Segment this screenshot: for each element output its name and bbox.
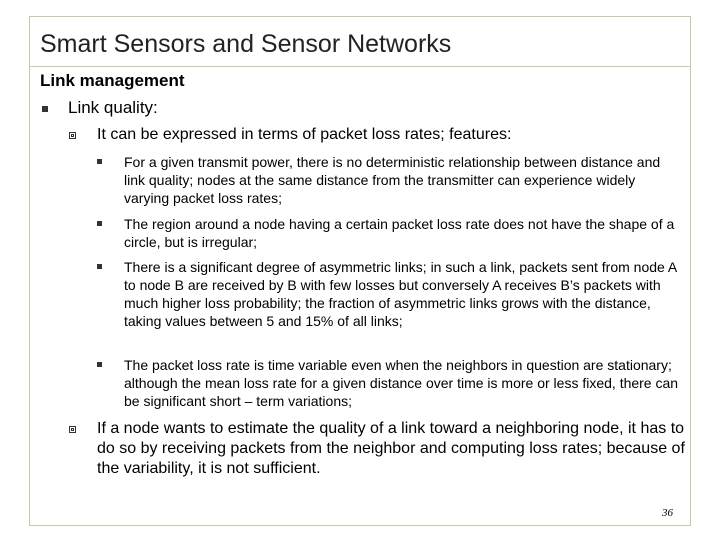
slide-title: Smart Sensors and Sensor Networks <box>40 30 452 58</box>
page-number: 36 <box>662 507 673 519</box>
square-bullet-icon <box>97 264 102 269</box>
sub-item-estimate-quality: If a node wants to estimate the quality of a link toward a neighboring node, it has to do so by receiving packets from the neighbor and computing loss rates; because of the variability, it is not sufficient. <box>97 420 685 477</box>
bullet-link-quality: Link quality: <box>68 98 158 117</box>
feature-item-3: There is a significant degree of asymmetric links; in such a link, packets sent from node A to node B are received by B with few losses but conversely A receives B’s packets with much higher loss probability; the fraction of asymmetric links grows with the distance, taking values between 5 and 15% of all links; <box>124 259 677 329</box>
title-divider <box>29 66 691 67</box>
sub-item-packet-loss: It can be expressed in terms of packet loss rates; features: <box>97 126 512 143</box>
square-bullet-icon <box>42 106 48 112</box>
feature-item-2: The region around a node having a certain packet loss rate does not have the shape of a circle, but is irregular; <box>124 216 675 250</box>
square-bullet-icon <box>97 221 102 226</box>
feature-item-4: The packet loss rate is time variable even when the neighbors in question are stationary; although the mean loss rate for a given distance over time is more or less fixed, there can be significant short – term variations; <box>124 357 679 409</box>
feature-item-1: For a given transmit power, there is no deterministic relationship between distance and link quality; nodes at the same distance from the transmitter can experience widely varying packet loss rates; <box>124 154 661 206</box>
hollow-square-bullet-icon <box>69 426 76 433</box>
square-bullet-icon <box>97 362 102 367</box>
section-heading: Link management <box>40 71 185 90</box>
square-bullet-icon <box>97 159 102 164</box>
hollow-square-bullet-icon <box>69 132 76 139</box>
